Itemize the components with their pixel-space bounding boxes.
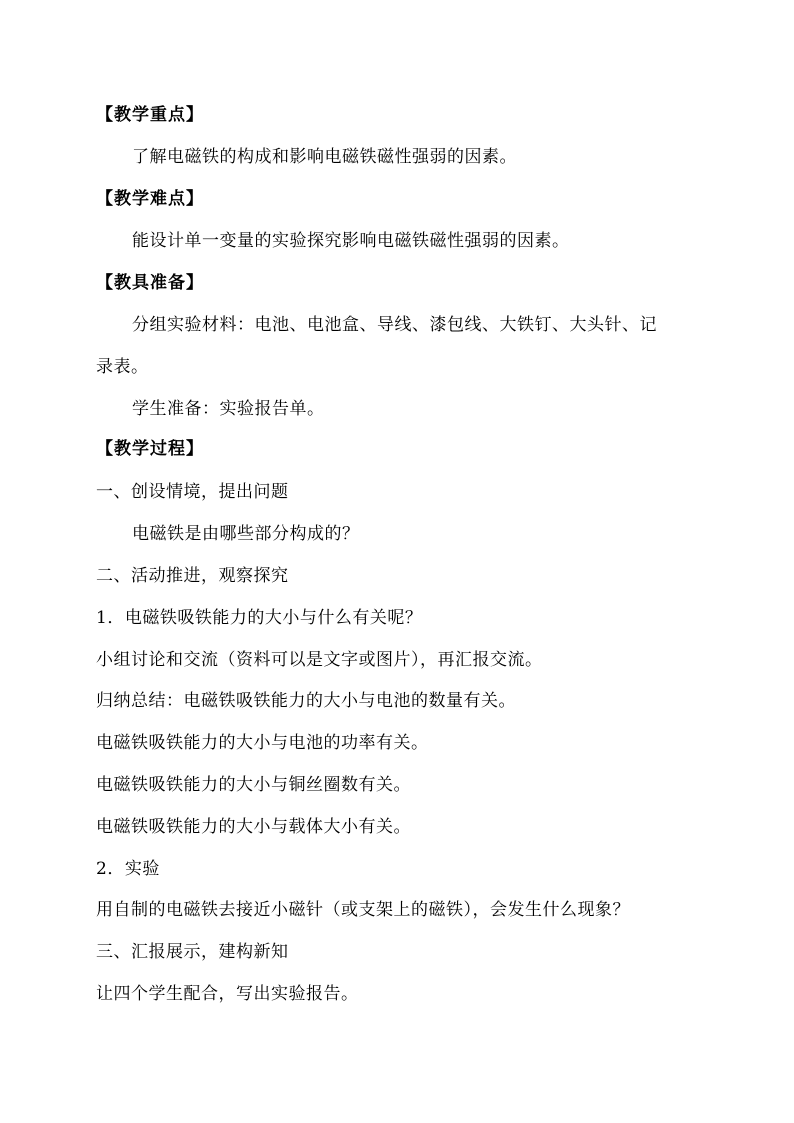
difficulties-heading: 【教学难点】 (96, 189, 204, 209)
summary-3: 电磁铁吸铁能力的大小与铜丝圈数有关。 (96, 775, 411, 795)
experiment-text: 用自制的电磁铁去接近小磁针（或支架上的磁铁），会发生什么现象？ (96, 900, 630, 920)
section-1-title: 一、创设情境，提出问题 (96, 482, 289, 502)
summary-1: 归纳总结：电磁铁吸铁能力的大小与电池的数量有关。 (96, 691, 516, 711)
section-2-title: 二、活动推进，观察探究 (96, 566, 289, 586)
report-text: 让四个学生配合，写出实验报告。 (96, 984, 359, 1004)
key-points-text: 了解电磁铁的构成和影响电磁铁磁性强弱的因素。 (132, 147, 517, 167)
difficulties-text: 能设计单一变量的实验探究影响电磁铁磁性强弱的因素。 (132, 231, 570, 251)
materials-heading: 【教具准备】 (96, 273, 204, 293)
summary-2: 电磁铁吸铁能力的大小与电池的功率有关。 (96, 733, 429, 753)
process-heading: 【教学过程】 (96, 439, 204, 459)
item-2-title: 2．实验 (96, 859, 160, 879)
discussion-text: 小组讨论和交流（资料可以是文字或图片），再汇报交流。 (96, 650, 543, 670)
materials-line-2: 录表。 (96, 357, 149, 377)
section-3-title: 三、汇报展示，建构新知 (96, 942, 289, 962)
section-1-question: 电磁铁是由哪些部分构成的？ (132, 524, 360, 544)
student-prep: 学生准备：实验报告单。 (132, 399, 325, 419)
key-points-heading: 【教学重点】 (96, 105, 204, 125)
materials-line-1: 分组实验材料：电池、电池盒、导线、漆包线、大铁钉、大头针、记 (132, 315, 657, 335)
summary-4: 电磁铁吸铁能力的大小与载体大小有关。 (96, 817, 411, 837)
item-1-title: 1．电磁铁吸铁能力的大小与什么有关呢？ (96, 608, 423, 628)
